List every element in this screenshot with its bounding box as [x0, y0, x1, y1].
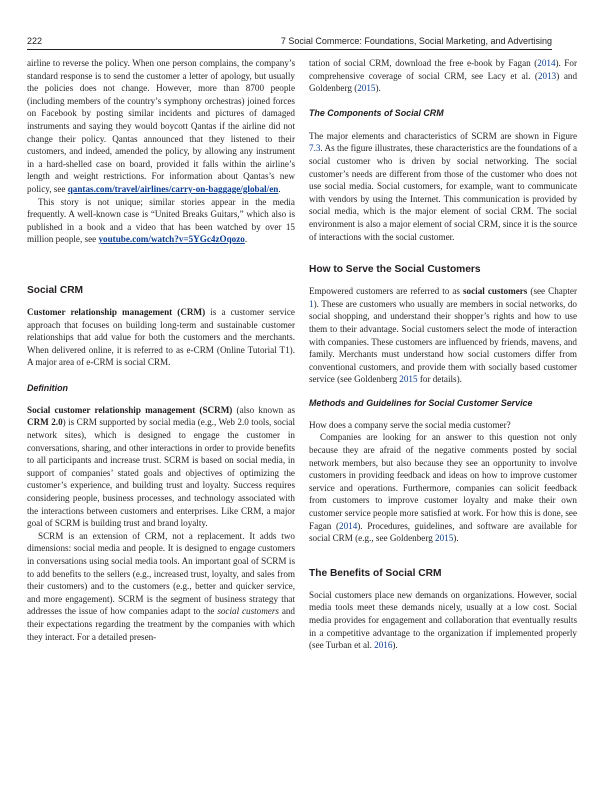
figure-ref-7-3[interactable]: 7.3: [309, 143, 321, 154]
paragraph-united: This story is not unique; similar stories appear in the media frequently. A well-known case is “United Breaks Guitars,” which also is published in a book and a video that has been watched by over 15 million people, see youtube.com/watch?v=5YGc4zOqozo.: [27, 196, 295, 245]
term-social-customers: social customers: [463, 286, 528, 297]
left-column: [27, 57, 295, 643]
paragraph-social-customers: Empowered customers are referred to as social customers (see Chapter 1). These are customers who usually are members in social networks, do social shopping, and understand their shopper’s rights and how to use them to their advantage. Social customers select the mode of interaction with companies. These customers are influenced by friends, mavens, and family. Merchants must understand how social customers differ from conventional customers, and provide them with socially based customer service (see Goldenberg 2015 for details).: [309, 286, 578, 385]
term-scrm: Social customer relationship management (SCRM): [27, 404, 233, 415]
paragraph-presentation: tation of social CRM, download the free e-book by Fagan (2014). For comprehensive coverage of social CRM, see Lacy et al. (2013) and Goldenberg (2015).: [309, 58, 578, 94]
citation-goldenberg-2015-b[interactable]: 2015: [399, 374, 418, 385]
paragraph-companies: Companies are looking for an answer to this question not only because they are afraid of the negative comments posted by social network members, but also because they see an opportunity to involve customers in providing feedback and ideas on how to improve customer service and operations. Furthermore, companies can solicit feedback from customers to improve customer loyalty and make their own customer service people more satisfied at work. For how this is done, see Fagan (2014). Procedures, guidelines, and software are available for social CRM (e.g., see Goldenberg 2015).: [309, 432, 578, 544]
heading-methods: Methods and Guidelines for Social Customer Service: [309, 397, 533, 408]
term-crm20: CRM 2.0: [27, 417, 63, 428]
header-rule: [27, 49, 552, 50]
page-number: 222: [27, 36, 43, 46]
term-crm: Customer relationship management (CRM): [27, 306, 206, 317]
running-head: 7 Social Commerce: Foundations, Social Marketing, and Advertising: [280, 36, 552, 46]
citation-lacy-2013[interactable]: 2013: [537, 70, 557, 81]
right-column: [309, 57, 577, 652]
paragraph-benefits: Social customers place new demands on organizations. However, social media tools meet these demands nicely, usually at a low cost. Social media provides for engagement and collaboration that eventually results in a competitive advantage to the organization if implemented properly (see Turban et al. 2016).: [309, 589, 577, 651]
paragraph-crm: Customer relationship management (CRM) is a customer service approach that focuses on building long-term and sustainable customer relationships that add value for both the customers and the merchants. When delivered online, it is referred to as e-CRM (Online Tutorial T1). A major area of e-CRM is social CRM.: [27, 306, 295, 368]
youtube-link[interactable]: youtube.com/watch?v=5YGc4zOqozo: [98, 234, 245, 245]
paragraph-scrm: Social customer relationship management (SCRM) (also known as CRM 2.0) is CRM supported by social media (e.g., Web 2.0 tools, social network sites), which is designed to engage the customer in conversations, sharing, and other interactions in order to provide benefits to all participants and increase trust. SCRM is based on social media, in support of companies’ stated goals and objectives of optimizing the customer’s experience, and building trust and loyalty. Success requires considering people, business processes, and technology associated with the interactions between customers and enterprises. Like CRM, a major goal of SCRM is building trust and brand loyalty.: [27, 404, 295, 529]
qantas-link[interactable]: qantas.com/travel/airlines/carry-on-baggage/global/en: [67, 183, 279, 194]
heading-how-to-serve: How to Serve the Social Customers: [309, 264, 481, 276]
citation-turban-2016[interactable]: 2016: [374, 640, 393, 651]
paragraph-qantas: airline to reverse the policy. When one person complains, the company’s standard response is to send the customer a letter of apology, but usually the policies does not change. However, more than 8700 people (including members of the country’s symphony orchestras) joined forces on Facebook by posting similar incidents and pictures of damaged instruments and saying they would boycott Qantas if the airline did not change their policy. Qantas announced that they listened to their customers, and indeed, amended the policy, by allowing any instrument in a hard-shelled case on board, provided it falls within the airline’s length and weight restrictions. For information about Qantas’s new policy, see qantas.com/travel/airlines/carry-on-baggage/global/en.: [27, 58, 295, 194]
paragraph-scrm-extension: SCRM is an extension of CRM, not a replacement. It adds two dimensions: social media and people. It is designed to engage customers in conversations using social media tools. An important goal of SCRM is to add benefits to the sellers (e.g., increased trust, loyalty, and sales from their customers) and to the customers (e.g., better and quicker service, and more engagement). SCRM is the segment of business strategy that addresses the issue of how companies adapt to the social customers and their expectations regarding the treatment by the companies with which they interact. For a detailed presen-: [27, 530, 295, 642]
heading-definition: Definition: [27, 382, 68, 393]
paragraph-question: How does a company serve the social media customer?: [309, 419, 511, 430]
chapter-ref-1[interactable]: 1: [309, 298, 314, 309]
citation-fagan-2014-b[interactable]: 2014: [339, 520, 358, 531]
citation-fagan-2014[interactable]: 2014: [537, 58, 556, 68]
citation-goldenberg-2015-c[interactable]: 2015: [435, 533, 454, 544]
heading-social-crm: Social CRM: [27, 284, 84, 296]
citation-goldenberg-2015[interactable]: 2015: [357, 83, 376, 94]
heading-components: The Components of Social CRM: [309, 107, 444, 118]
heading-benefits: The Benefits of Social CRM: [309, 567, 442, 579]
paragraph-components: The major elements and characteristics of SCRM are shown in Figure 7.3. As the figure illustrates, these characteristics are the foundations of a social customer who is driven by social networking. The social customer’s needs are different from those of the customer who does not use social media. Social customers, for example, want to communicate with vendors by using the Internet. This communication is provided by social media, which is the major element of social CRM. The social environment is also a major element of social CRM, since it is the source of interactions with the social customer.: [309, 130, 577, 242]
